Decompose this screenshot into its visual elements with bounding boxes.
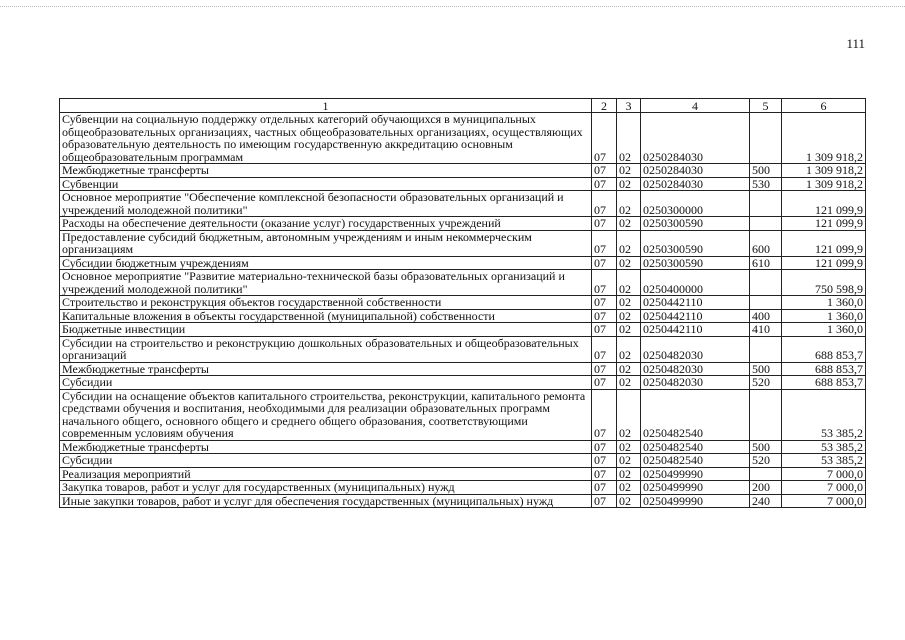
row-subsection-cell: 02 [617,494,641,508]
row-subsection-cell: 02 [617,164,641,178]
row-subsection-cell: 02 [617,296,641,310]
row-amount-cell: 1 309 918,2 [782,164,866,178]
row-name-cell: Основное мероприятие "Обеспечение комплексной безопасности образовательных организаций и учреждений молодежной политики" [60,191,592,217]
column-header: 2 [592,99,617,113]
table-row [60,270,866,296]
row-subsection-cell: 02 [617,309,641,323]
table-row [60,481,866,495]
row-section-cell: 07 [592,270,617,296]
row-expense-type-cell [750,389,782,440]
row-expense-type-cell [750,296,782,310]
row-subsection-cell: 02 [617,389,641,440]
row-amount-cell: 688 853,7 [782,376,866,390]
row-section-cell: 07 [592,230,617,256]
row-subsection-cell: 02 [617,113,641,164]
row-name-cell: Субсидии бюджетным учреждениям [60,256,592,270]
row-expense-type-cell [750,467,782,481]
row-amount-cell: 1 360,0 [782,323,866,337]
column-header: 6 [782,99,866,113]
column-header: 1 [60,99,592,113]
row-expense-type-cell [750,336,782,362]
row-amount-cell: 121 099,9 [782,256,866,270]
row-section-cell: 07 [592,467,617,481]
row-amount-cell: 53 385,2 [782,389,866,440]
row-name-cell: Предоставление субсидий бюджетным, автономным учреждениям и иным некоммерческим организациям [60,230,592,256]
row-section-cell: 07 [592,217,617,231]
table-row [60,309,866,323]
row-name-cell: Закупка товаров, работ и услуг для государственных (муниципальных) нужд [60,481,592,495]
column-header: 5 [750,99,782,113]
row-code-cell: 0250442110 [641,309,750,323]
table-row [60,113,866,164]
row-subsection-cell: 02 [617,256,641,270]
row-expense-type-cell: 520 [750,376,782,390]
row-section-cell: 07 [592,454,617,468]
row-expense-type-cell: 400 [750,309,782,323]
row-code-cell: 0250482030 [641,376,750,390]
row-name-cell: Строительство и реконструкция объектов государственной собственности [60,296,592,310]
row-section-cell: 07 [592,440,617,454]
row-expense-type-cell: 610 [750,256,782,270]
table-row [60,336,866,362]
row-name-cell: Межбюджетные трансферты [60,440,592,454]
row-subsection-cell: 02 [617,323,641,337]
row-expense-type-cell: 200 [750,481,782,495]
row-subsection-cell: 02 [617,454,641,468]
row-expense-type-cell: 500 [750,440,782,454]
row-amount-cell: 7 000,0 [782,494,866,508]
row-code-cell: 0250482540 [641,440,750,454]
row-expense-type-cell [750,217,782,231]
row-amount-cell: 750 598,9 [782,270,866,296]
table-row [60,389,866,440]
row-subsection-cell: 02 [617,467,641,481]
row-amount-cell: 7 000,0 [782,467,866,481]
table-row [60,164,866,178]
table-row [60,362,866,376]
table-row [60,177,866,191]
column-header: 3 [617,99,641,113]
row-section-cell: 07 [592,113,617,164]
row-name-cell: Межбюджетные трансферты [60,164,592,178]
row-section-cell: 07 [592,177,617,191]
row-name-cell: Субвенции [60,177,592,191]
row-section-cell: 07 [592,376,617,390]
row-code-cell: 0250300590 [641,217,750,231]
row-subsection-cell: 02 [617,270,641,296]
row-code-cell: 0250300000 [641,191,750,217]
row-subsection-cell: 02 [617,440,641,454]
table-row [60,191,866,217]
table-body [60,113,866,508]
row-amount-cell: 1 309 918,2 [782,113,866,164]
table-row [60,323,866,337]
row-name-cell: Субвенции на социальную поддержку отдельных категорий обучающихся в муниципальных общеобразовательных организациях, частных общеобразовательных организациях, осуществляющих образовательную деятельность по имеющим государственную аккредитацию основным общеобразовательным программам [60,113,592,164]
row-code-cell: 0250482030 [641,336,750,362]
row-name-cell: Иные закупки товаров, работ и услуг для обеспечения государственных (муниципальных) нужд [60,494,592,508]
table-header [60,99,866,113]
row-section-cell: 07 [592,481,617,495]
row-code-cell: 0250284030 [641,177,750,191]
table-row [60,230,866,256]
scan-artifact-line [0,6,905,7]
row-expense-type-cell: 500 [750,164,782,178]
row-amount-cell: 53 385,2 [782,454,866,468]
row-name-cell: Расходы на обеспечение деятельности (оказание услуг) государственных учреждений [60,217,592,231]
row-subsection-cell: 02 [617,230,641,256]
row-subsection-cell: 02 [617,191,641,217]
row-amount-cell: 688 853,7 [782,362,866,376]
row-name-cell: Основное мероприятие "Развитие материально-технической базы образовательных организаций и учреждений молодежной политики" [60,270,592,296]
row-amount-cell: 1 309 918,2 [782,177,866,191]
row-code-cell: 0250300590 [641,256,750,270]
row-expense-type-cell: 500 [750,362,782,376]
table-row [60,256,866,270]
row-code-cell: 0250442110 [641,323,750,337]
row-section-cell: 07 [592,323,617,337]
page-number: 111 [846,36,865,51]
table-row [60,296,866,310]
row-name-cell: Субсидии [60,454,592,468]
row-amount-cell: 121 099,9 [782,217,866,231]
header-row [60,99,866,113]
row-code-cell: 0250400000 [641,270,750,296]
row-subsection-cell: 02 [617,376,641,390]
row-section-cell: 07 [592,164,617,178]
row-section-cell: 07 [592,191,617,217]
row-code-cell: 0250442110 [641,296,750,310]
budget-table [59,98,866,508]
row-subsection-cell: 02 [617,177,641,191]
row-subsection-cell: 02 [617,481,641,495]
table-row [60,440,866,454]
row-amount-cell: 53 385,2 [782,440,866,454]
row-code-cell: 0250482540 [641,389,750,440]
row-code-cell: 0250284030 [641,164,750,178]
row-amount-cell: 1 360,0 [782,309,866,323]
row-code-cell: 0250300590 [641,230,750,256]
row-amount-cell: 121 099,9 [782,230,866,256]
row-code-cell: 0250482030 [641,362,750,376]
row-expense-type-cell [750,191,782,217]
row-code-cell: 0250499990 [641,494,750,508]
row-name-cell: Капитальные вложения в объекты государственной (муниципальной) собственности [60,309,592,323]
row-expense-type-cell: 520 [750,454,782,468]
row-code-cell: 0250482540 [641,454,750,468]
row-name-cell: Субсидии на строительство и реконструкцию дошкольных образовательных и общеобразовательных организаций [60,336,592,362]
row-name-cell: Субсидии на оснащение объектов капитального строительства, реконструкции, капитального ремонта средствами обучения и воспитания, необходимыми для реализации образовательных программ начального общего, основного общего и среднего общего образования, соответствующими современным условиям обучения [60,389,592,440]
table-row [60,217,866,231]
row-expense-type-cell: 530 [750,177,782,191]
table-row [60,376,866,390]
row-section-cell: 07 [592,362,617,376]
row-code-cell: 0250284030 [641,113,750,164]
row-section-cell: 07 [592,309,617,323]
table-row [60,467,866,481]
row-expense-type-cell [750,113,782,164]
table-row [60,494,866,508]
row-name-cell: Межбюджетные трансферты [60,362,592,376]
row-expense-type-cell: 240 [750,494,782,508]
row-subsection-cell: 02 [617,336,641,362]
row-amount-cell: 7 000,0 [782,481,866,495]
row-section-cell: 07 [592,494,617,508]
row-subsection-cell: 02 [617,362,641,376]
table-row [60,454,866,468]
row-expense-type-cell: 410 [750,323,782,337]
row-code-cell: 0250499990 [641,467,750,481]
column-header: 4 [641,99,750,113]
row-section-cell: 07 [592,296,617,310]
row-section-cell: 07 [592,256,617,270]
row-name-cell: Бюджетные инвестиции [60,323,592,337]
row-expense-type-cell: 600 [750,230,782,256]
row-name-cell: Субсидии [60,376,592,390]
row-code-cell: 0250499990 [641,481,750,495]
row-expense-type-cell [750,270,782,296]
row-section-cell: 07 [592,389,617,440]
row-subsection-cell: 02 [617,217,641,231]
row-amount-cell: 1 360,0 [782,296,866,310]
row-amount-cell: 121 099,9 [782,191,866,217]
row-amount-cell: 688 853,7 [782,336,866,362]
row-name-cell: Реализация мероприятий [60,467,592,481]
row-section-cell: 07 [592,336,617,362]
